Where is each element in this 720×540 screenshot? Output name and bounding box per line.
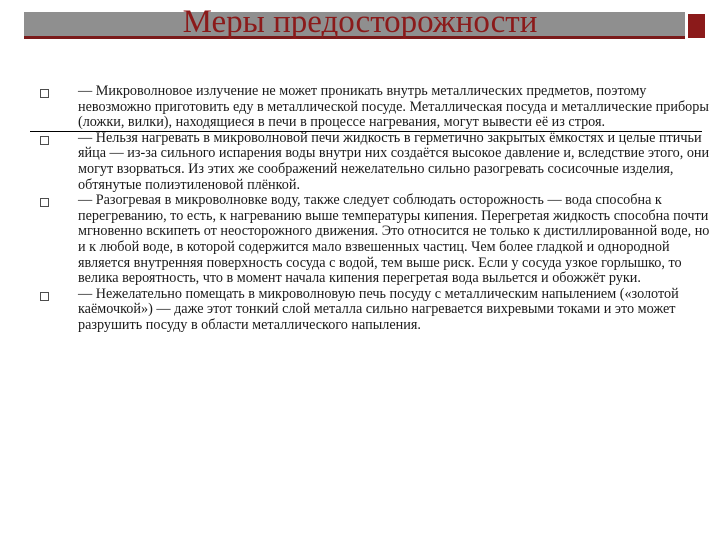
square-bullet-icon <box>40 136 49 145</box>
slide-title: Меры предосторожности <box>182 4 538 40</box>
square-bullet-icon <box>40 89 49 98</box>
list-item <box>40 131 712 193</box>
list-item-text: — Нежелательно помещать в микроволновую печь посуду с металлическим напылением («золотой каёмочкой») — даже этот тонкий слой металла сильно нагревается вихревыми токами и это может разрушить посуду в области металлического напыления. <box>78 285 679 333</box>
list-item <box>40 84 712 131</box>
bullet-list <box>40 84 712 334</box>
square-bullet-icon <box>40 198 49 207</box>
square-bullet-icon <box>40 292 49 301</box>
list-item-text: — Разогревая в микроволновке воду, также следует соблюдать осторожность — вода способна к перегреванию, то есть, к нагреванию выше температуры кипения. Перегретая жидкость способна почти мгновенно вскипеть от неосторожного движения. Это относится не только к дистиллированной воде, но и к любой воде, в которой содержится мало взвешенных частиц. Чем более гладкой и однородной является внутренняя поверхность сосуда с водой, тем выше риск. Если у сосуда узкое горлышко, то велика вероятность, что в момент начала кипения перегретая вода выльется и обожжёт руки. <box>78 192 710 287</box>
list-item <box>40 193 712 287</box>
list-item-text: — Микроволновое излучение не может проникать внутрь металлических предметов, поэтому невозможно приготовить еду в металлической посуде. Металлическая посуда и металлические приборы (ложки, вилки), находящиеся в печи в процессе нагревания, могут вывести её из строя. <box>78 83 709 131</box>
list-item-text: — Нельзя нагревать в микроволновой печи жидкость в герметично закрытых ёмкостях и целые птичьи яйца — из-за сильного испарения воды внутри них создаётся высокое давление и, вследствие этого, они могут взорваться. Из этих же соображений нежелательно сильно разогревать сосисочные изделия, обтянутые полиэтиленовой плёнкой. <box>78 129 710 193</box>
list-item <box>40 287 712 334</box>
